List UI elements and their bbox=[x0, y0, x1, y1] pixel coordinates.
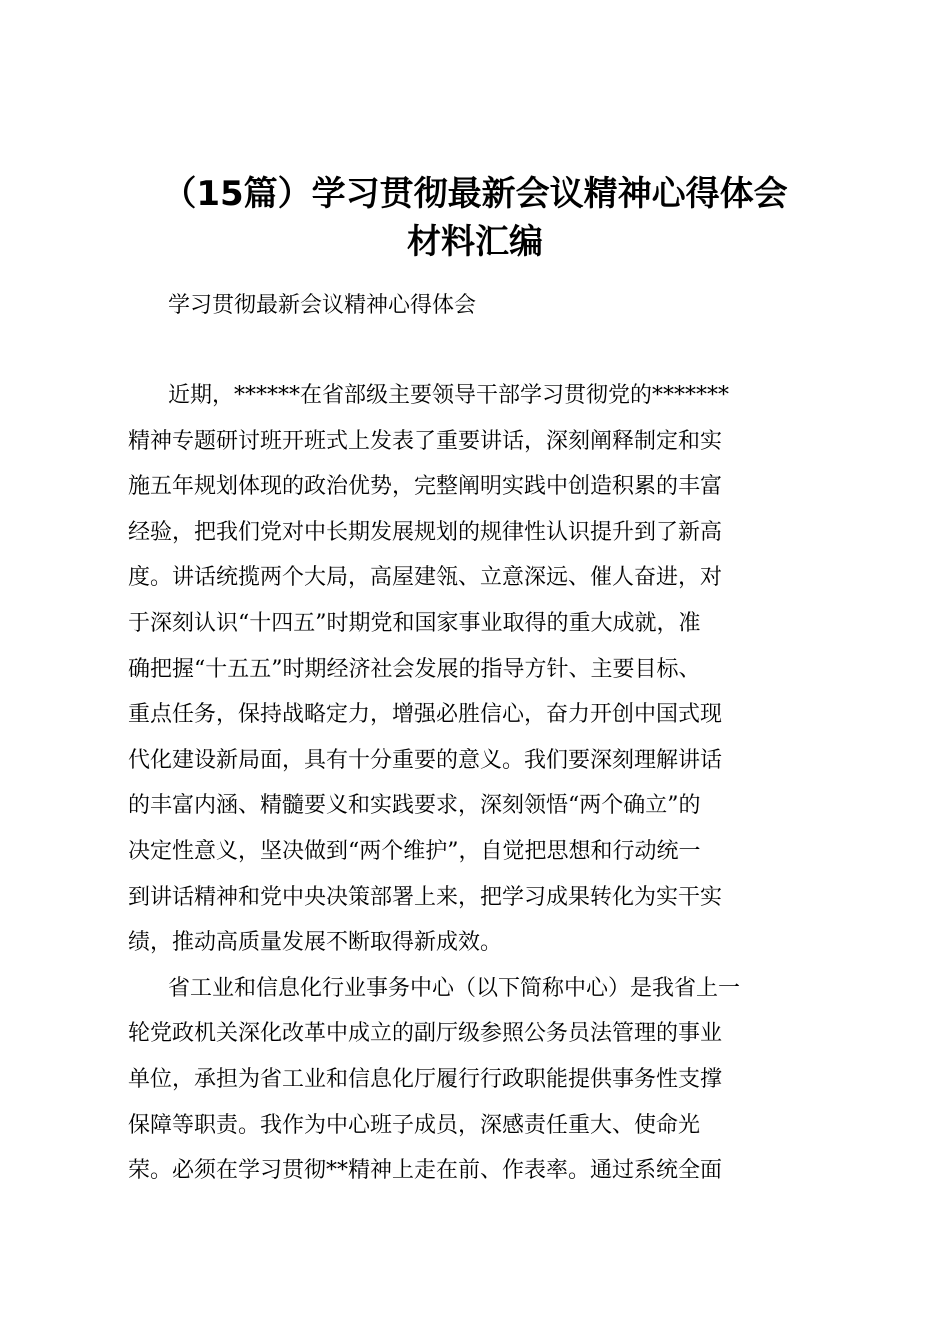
title-line-2: 材料汇编 bbox=[407, 222, 543, 262]
text-line: 经验，把我们党对中长期发展规划的规律性认识提升到了新高 bbox=[128, 519, 723, 545]
text-line: 决定性意义，坚决做到“两个维护”，自觉把思想和行动统一 bbox=[128, 838, 701, 864]
document-title bbox=[100, 170, 850, 266]
text-line: 绩，推动高质量发展不断取得新成效。 bbox=[128, 930, 503, 956]
text-line: 单位，承担为省工业和信息化厅履行行政职能提供事务性支撑 bbox=[128, 1066, 723, 1092]
text-line: 省工业和信息化行业事务中心（以下简称中心）是我省上一 bbox=[168, 975, 741, 1001]
text-line: 施五年规划体现的政治优势，完整阐明实践中创造积累的丰富 bbox=[128, 474, 723, 500]
text-line: 保障等职责。我作为中心班子成员，深感责任重大、使命光 bbox=[128, 1112, 701, 1138]
text-line: 荣。必须在学习贯彻**精神上走在前、作表率。通过系统全面 bbox=[128, 1158, 723, 1184]
text-line: 重点任务，保持战略定力，增强必胜信心，奋力开创中国式现 bbox=[128, 702, 723, 728]
paragraph-2 bbox=[128, 973, 818, 1201]
text-line: 到讲话精神和党中央决策部署上来，把学习成果转化为实干实 bbox=[128, 884, 723, 910]
text-line: 轮党政机关深化改革中成立的副厅级参照公务员法管理的事业 bbox=[128, 1021, 723, 1047]
document-subtitle: 学习贯彻最新会议精神心得体会 bbox=[168, 293, 477, 318]
text-line: 确把握“十五五”时期经济社会发展的指导方针、主要目标、 bbox=[128, 656, 701, 682]
text-line: 度。讲话统揽两个大局，高屋建瓴、立意深远、催人奋进，对 bbox=[128, 565, 723, 591]
text-line: 于深刻认识“十四五”时期党和国家事业取得的重大成就，准 bbox=[128, 610, 701, 636]
text-line: 近期，******在省部级主要领导干部学习贯彻党的******* bbox=[168, 383, 730, 408]
text-line: 代化建设新局面，具有十分重要的意义。我们要深刻理解讲话 bbox=[128, 747, 723, 773]
document-body bbox=[128, 380, 818, 1201]
title-line-1: （15篇）学习贯彻最新会议精神心得体会 bbox=[162, 174, 788, 214]
text-line: 的丰富内涵、精髓要义和实践要求，深刻领悟“两个确立”的 bbox=[128, 793, 701, 819]
paragraph-1 bbox=[128, 380, 818, 973]
text-line: 精神专题研讨班开班式上发表了重要讲话，深刻阐释制定和实 bbox=[128, 428, 723, 454]
